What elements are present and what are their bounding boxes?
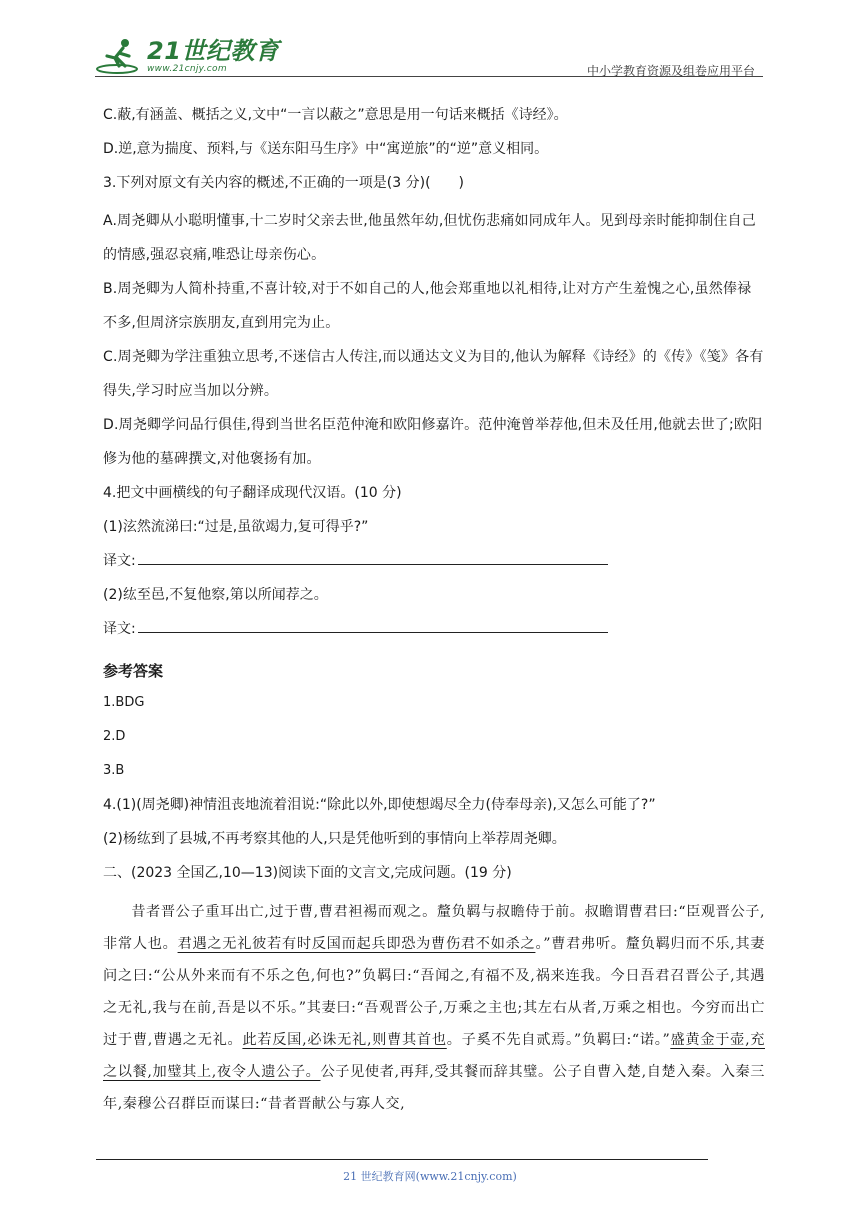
question-3-option-c: C.周尧卿为学注重独立思考,不迷信古人传注,而以通达文义为目的,他认为解释《诗经》的《传》《笺》各有得失,学习时应当加以分辨。: [103, 349, 764, 399]
question-3-option-b: B.周尧卿为人简朴持重,不喜计较,对于不如自己的人,他会郑重地以礼相待,让对方产生羞愧之心,虽然俸禄不多,但周济宗族朋友,直到用完为止。: [103, 281, 752, 331]
answer-4-2: (2)杨纮到了县城,不再考察其他的人,只是凭他听到的事情向上举荐周尧卿。: [103, 831, 566, 847]
answer-2: 2.D: [103, 729, 126, 744]
question-4-item-2: (2)纮至邑,不复他察,第以所闻荐之。: [103, 587, 328, 603]
answer-blank[interactable]: [138, 550, 608, 565]
question-4-item-1: (1)泫然流涕曰:“过是,虽欲竭力,复可得乎?”: [103, 519, 369, 535]
question-3-option-d: D.周尧卿学问品行俱佳,得到当世名臣范仲淹和欧阳修嘉许。范仲淹曾举荐他,但未及任用,他就去世了;欧阳修为他的墓碑撰文,对他褒扬有加。: [103, 417, 763, 467]
section-2-heading: 二、(2023 全国乙,10—13)阅读下面的文言文,完成问题。(19 分): [103, 865, 512, 881]
answer-4-1: 4.(1)(周尧卿)神情沮丧地流着泪说:“除此以外,即使想竭尽全力(侍奉母亲),又怎么可能了?”: [103, 797, 656, 813]
question-3-option-a: A.周尧卿从小聪明懂事,十二岁时父亲去世,他虽然年幼,但忧伤悲痛如同成年人。见到母亲时能抑制住自己的情感,强忍哀痛,唯恐让母亲伤心。: [103, 213, 756, 263]
classical-passage: [103, 896, 765, 1120]
page-header: [95, 36, 763, 76]
question-2-option-c: C.蔽,有涵盖、概括之义,文中“一言以蔽之”意思是用一句话来概括《诗经》。: [103, 107, 568, 123]
logo-url: www.21cnjy.com: [147, 63, 227, 74]
document-body: [103, 102, 765, 1120]
logo-text: 21世纪教育: [147, 36, 280, 65]
passage-text: 。”曹君弗听。釐负羁归而不乐,其妻问之曰:“公从外来而有不乐之色,何也?”负羁曰:“吾闻之,有福不及,祸来连我。今日吾君召晋公子,其遇之无礼,我与在前,吾是以不乐。”其妻曰:“吾观晋公子,万乘之主也;其左右从者,万乘之相也。今穷而出亡过于曹,曹遇之无礼。: [103, 936, 765, 1048]
underlined-sentence: 盛黄金于壶,充之以餐,加璧其上,夜令人遗公子。: [103, 1032, 765, 1080]
passage-text: 昔者晋公子重耳出亡,过于曹,曹君袒裼而观之。釐负羁与叔瞻侍于前。叔瞻谓曹君曰:“臣观晋公子,非常人也。: [103, 904, 765, 952]
answer-blank[interactable]: [138, 618, 608, 633]
running-figure-icon: [95, 36, 143, 76]
underlined-sentence: 此若反国,必诛无礼,则曹其首也: [242, 1032, 447, 1048]
footer-divider: [96, 1159, 708, 1160]
underlined-sentence: 君遇之无礼彼若有时反国而起兵即恐为曹伤君不如杀之: [177, 936, 536, 952]
question-4-stem: 4.把文中画横线的句子翻译成现代汉语。(10 分): [103, 485, 402, 501]
passage-text: 公子见使者,再拜,受其餐而辞其璧。公子自曹入楚,自楚入秦。入秦三年,秦穆公召群臣而谋曰:“昔者晋献公与寡人交,: [103, 1064, 765, 1112]
translation-label: 译文:: [103, 621, 136, 637]
translation-label: 译文:: [103, 553, 136, 569]
footer-text: 21 世纪教育网(www.21cnjy.com): [343, 1170, 517, 1183]
header-divider: [95, 76, 763, 77]
site-logo: [95, 36, 279, 76]
answer-1: 1.BDG: [103, 695, 145, 710]
answer-3: 3.B: [103, 763, 125, 778]
answers-heading: 参考答案: [103, 662, 164, 680]
question-2-option-d: D.逆,意为揣度、预料,与《送东阳马生序》中“寓逆旅”的“逆”意义相同。: [103, 141, 549, 157]
translation-line-1: [103, 548, 765, 574]
platform-title: 中小学教育资源及组卷应用平台: [586, 64, 755, 78]
translation-line-2: [103, 616, 765, 642]
passage-text: 。子奚不先自贰焉。”负羁曰:“诺。”: [446, 1032, 671, 1048]
question-3-stem: 3.下列对原文有关内容的概述,不正确的一项是(3 分)( ): [103, 175, 465, 191]
